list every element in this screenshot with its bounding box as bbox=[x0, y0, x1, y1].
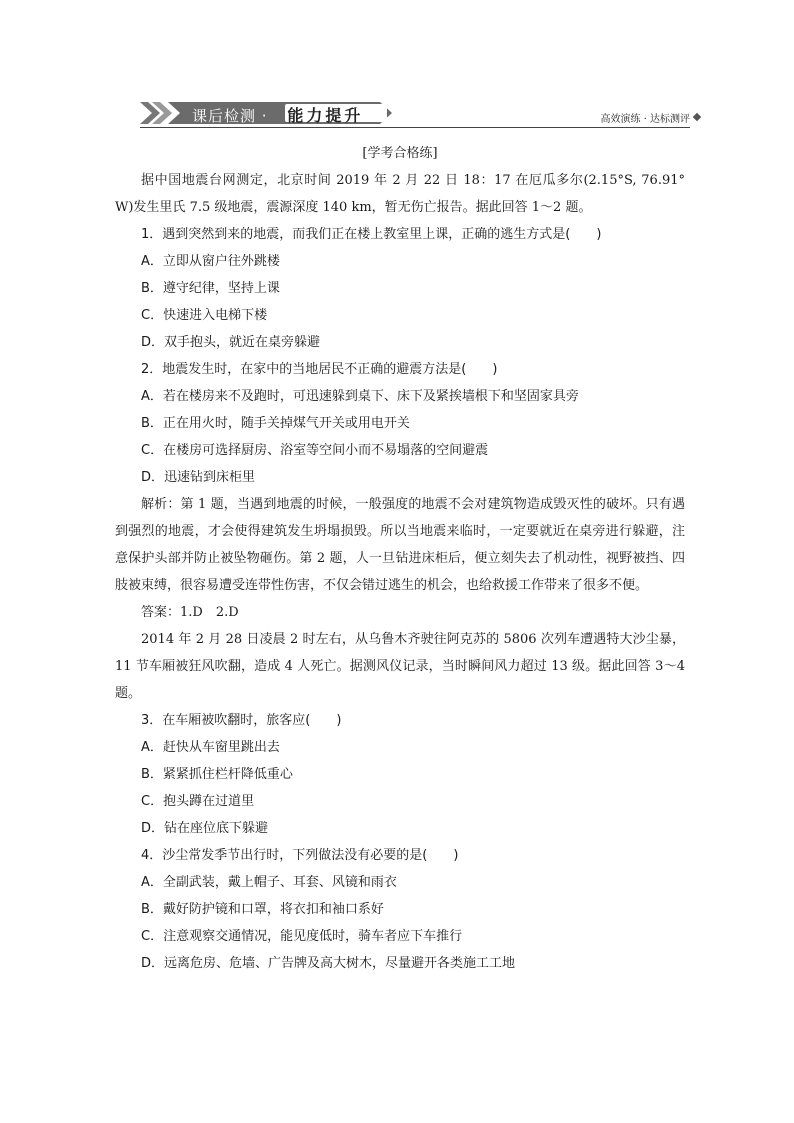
banner-bold-title: 能力提升 bbox=[287, 106, 364, 125]
question-block-1 bbox=[115, 221, 685, 356]
question-option: C．快速进入电梯下楼 bbox=[141, 308, 268, 323]
header-rule bbox=[140, 127, 690, 128]
question-stem: 4．沙尘常发季节出行时，下列做法没有必要的是( ) bbox=[141, 848, 459, 863]
question-block-4 bbox=[115, 842, 685, 977]
question-option: A．若在楼房来不及跑时，可迅速躲到桌下、床下及紧挨墙根下和坚固家具旁 bbox=[141, 389, 579, 404]
question-option: D．双手抱头，就近在桌旁躲避 bbox=[141, 335, 321, 350]
question-option: B．紧紧抓住栏杆降低重心 bbox=[141, 767, 293, 782]
document-body bbox=[115, 140, 685, 977]
passage-2: 2014 年 2 月 28 日凌晨 2 时左右，从乌鲁木齐驶往阿克苏的 5806 次列车遭遇特大沙尘暴，11 节车厢被狂风吹翻，造成 4 人死亡。据测风仪记录，当时瞬间风力超过 13 级。据此回答 3～4 题。 bbox=[115, 632, 685, 701]
question-option: A．赶快从车窗里跳出去 bbox=[141, 740, 280, 755]
answer-line: 答案：1.D 2.D bbox=[141, 605, 239, 620]
question-option: B．正在用火时，随手关掉煤气开关或用电开关 bbox=[141, 416, 410, 431]
header-right-label: 高效演练 · 达标测评 bbox=[600, 114, 690, 125]
question-option: D．远离危房、危墙、广告牌及高大树木，尽量避开各类施工工地 bbox=[141, 956, 516, 971]
section-title: [学考合格练] bbox=[362, 146, 438, 161]
question-option: A．立即从窗户往外跳楼 bbox=[141, 254, 280, 269]
page-header bbox=[140, 98, 700, 132]
analysis-paragraph: 解析：第 1 题，当遇到地震的时候，一般强度的地震不会对建筑物造成毁灭性的破坏。只有遇到强烈的地震，才会使得建筑发生坍塌损毁。所以当地震来临时，一定要就近在桌旁进行躲避，注意保护头部并防止被坠物砸伤。第 2 题，人一旦钻进床柜后，便立刻失去了机动性，视野被挡、四肢被束缚，很容易遭受连带性伤害，不仅会错过逃生的机会，也给救援工作带来了很多不便。 bbox=[115, 497, 685, 593]
section-banner bbox=[140, 100, 392, 126]
question-stem: 1．遇到突然到来的地震，而我们正在楼上教室里上课，正确的逃生方式是( ) bbox=[141, 227, 602, 242]
diamond-icon bbox=[693, 113, 701, 121]
banner-prefix: 课后检测 bbox=[192, 107, 257, 125]
question-stem: 3．在车厢被吹翻时，旅客应( ) bbox=[141, 713, 342, 728]
question-option: D．迅速钻到床柜里 bbox=[141, 470, 256, 485]
question-block-3 bbox=[115, 707, 685, 842]
question-option: B．遵守纪律，坚持上课 bbox=[141, 281, 280, 296]
question-option: D．钻在座位底下躲避 bbox=[141, 821, 269, 836]
question-option: C．在楼房可选择厨房、浴室等空间小而不易塌落的空间避震 bbox=[141, 443, 489, 458]
question-stem: 2．地震发生时，在家中的当地居民不正确的避震方法是( ) bbox=[141, 362, 498, 377]
question-option: C．注意观察交通情况，能见度低时，骑车者应下车推行 bbox=[141, 929, 463, 944]
question-option: A．全副武装，戴上帽子、耳套、风镜和雨衣 bbox=[141, 875, 397, 890]
question-option: B．戴好防护镜和口罩，将衣扣和袖口系好 bbox=[141, 902, 384, 917]
passage-1: 据中国地震台网测定，北京时间 2019 年 2 月 22 日 18：17 在厄瓜多尔(2.15°S, 76.91° W)发生里氏 7.5 级地震，震源深度 140 km，暂无伤亡报告。据此回答 1～2 题。 bbox=[115, 173, 685, 215]
banner-dot: · bbox=[261, 107, 268, 125]
question-option: C．抱头蹲在过道里 bbox=[141, 794, 255, 809]
question-block-2 bbox=[115, 356, 685, 491]
